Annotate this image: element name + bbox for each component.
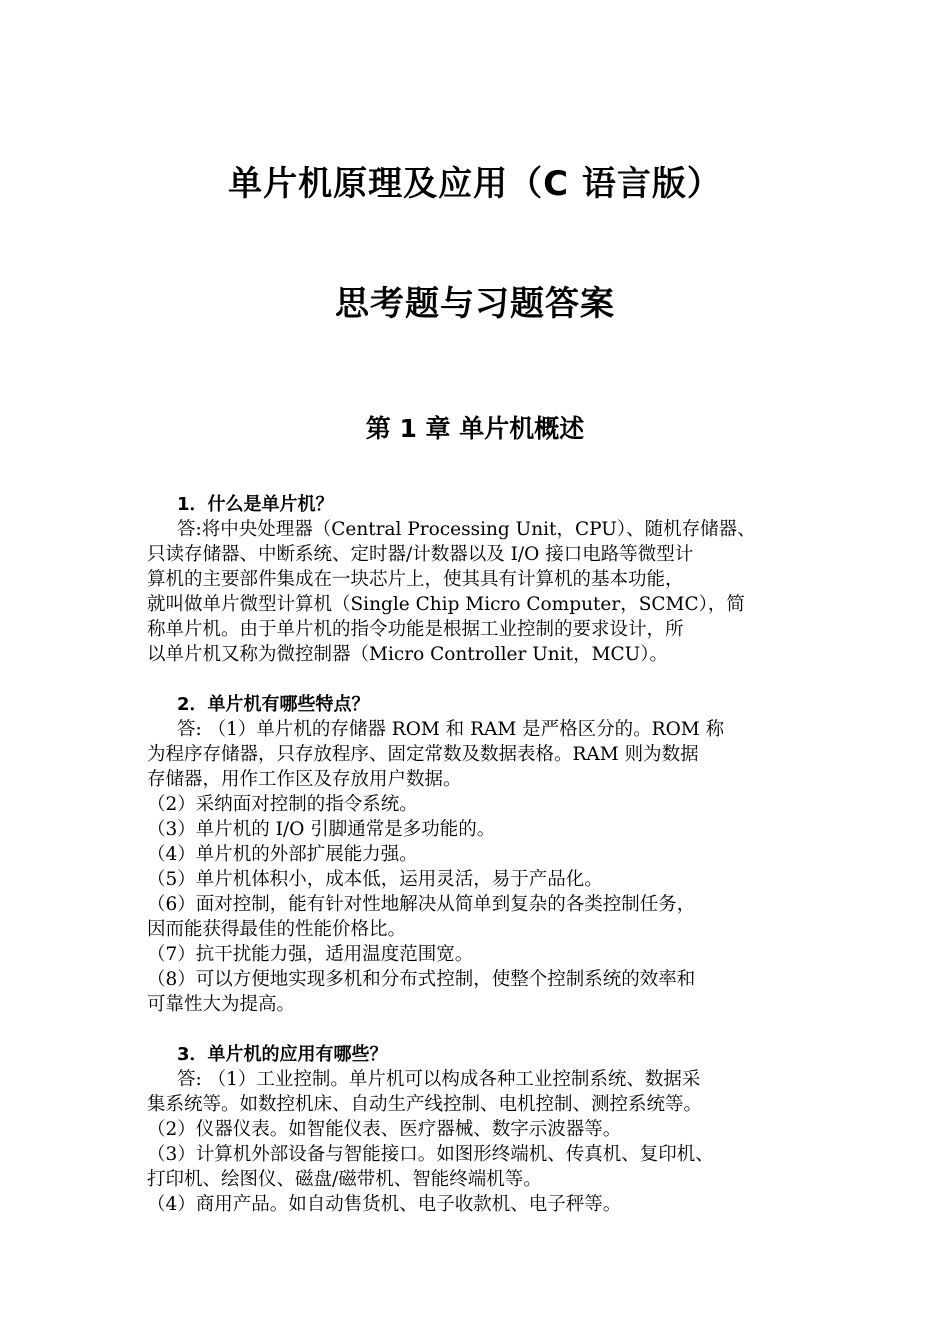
answer-line: 因而能获得最佳的性能价格比。 <box>147 919 407 940</box>
question-heading: 2．单片机有哪些特点？ <box>177 694 370 715</box>
answer-line: 为程序存储器，只存放程序、固定常数及数据表格。RAM 则为数据 <box>147 744 699 765</box>
answer-line: （2）仪器仪表。如智能仪表、医疗器械、数字示波器等。 <box>147 1119 622 1140</box>
answer-line: 以单片机又称为微控制器（Micro Controller Unit，MCU）。 <box>147 644 669 665</box>
paragraph-gap <box>147 667 817 692</box>
answer-line: 算机的主要部件集成在一块芯片上，使其具有计算机的基本功能， <box>147 569 684 590</box>
question-heading: 1．什么是单片机？ <box>177 494 334 515</box>
answer-line: （6）面对控制，能有针对性地解决从简单到复杂的各类控制任务， <box>147 894 696 915</box>
answer-line: （5）单片机体积小，成本低，运用灵活，易于产品化。 <box>147 869 603 890</box>
answer-line: （2）采纳面对控制的指令系统。 <box>147 794 418 815</box>
document-subtitle: 思考题与习题答案 <box>335 284 615 324</box>
paragraph-gap <box>147 1017 817 1042</box>
answer-line: （7）抗干扰能力强，适用温度范围宽。 <box>147 944 474 965</box>
answer-line: （4）单片机的外部扩展能力强。 <box>147 844 418 865</box>
answer-line: （4）商用产品。如自动售货机、电子收款机、电子秤等。 <box>147 1194 622 1215</box>
answer-line: 打印机、绘图仪、磁盘/磁带机、智能终端机等。 <box>147 1169 542 1190</box>
answer-line: 答: （1）单片机的存储器 ROM 和 RAM 是严格区分的。ROM 称 <box>177 719 725 740</box>
answer-line: 答: （1）工业控制。单片机可以构成各种工业控制系统、数据采 <box>177 1069 701 1090</box>
answer-line: 就叫做单片微型计算机（Single Chip Micro Computer，SCMC），简 <box>147 594 745 615</box>
answer-line: 称单片机。由于单片机的指令功能是根据工业控制的要求设计，所 <box>147 619 684 640</box>
answer-line: 可靠性大为提高。 <box>147 994 296 1015</box>
document-title: 单片机原理及应用（C 语言版） <box>228 164 722 204</box>
answer-line: （3）单片机的 I/O 引脚通常是多功能的。 <box>147 819 496 840</box>
answer-line: （3）计算机外部设备与智能接口。如图形终端机、传真机、复印机、 <box>147 1144 714 1165</box>
answer-line: 答:将中央处理器（Central Processing Unit，CPU）、随机存储器、 <box>177 519 756 540</box>
answer-line: （8）可以方便地实现多机和分布式控制，使整个控制系统的效率和 <box>147 969 696 990</box>
chapter-heading: 第 1 章 单片机概述 <box>365 414 585 443</box>
answer-line: 存储器，用作工作区及存放用户数据。 <box>147 769 462 790</box>
answer-line: 只读存储器、中断系统、定时器/计数器以及 I/O 接口电路等微型计 <box>147 544 694 565</box>
answer-line: 集系统等。如数控机床、自动生产线控制、电机控制、测控系统等。 <box>147 1094 703 1115</box>
document-body <box>147 492 817 1217</box>
question-heading: 3．单片机的应用有哪些？ <box>177 1044 388 1065</box>
